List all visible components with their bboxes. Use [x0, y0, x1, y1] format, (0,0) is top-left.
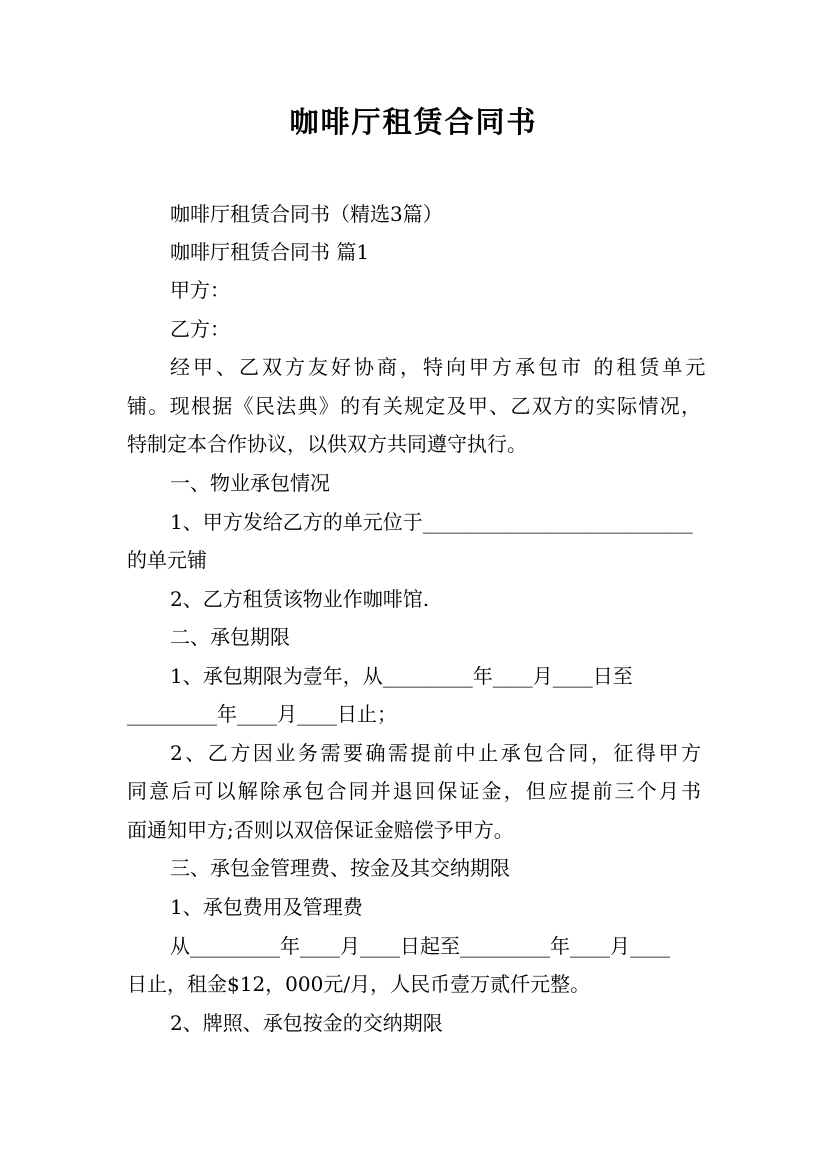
clause-line: 的单元铺 — [127, 548, 207, 572]
clause-line: 2、牌照、承包按金的交纳期限 — [170, 1011, 443, 1035]
clause-line: _________年____月____日止； — [127, 702, 397, 726]
clause-line: 1、甲方发给乙方的单元位于___________________________ — [170, 510, 693, 534]
clause-line: 2、乙方因业务需要确需提前中止承包合同，征得甲方 — [170, 741, 701, 765]
clause-heading: 三、承包金管理费、按金及其交纳期限 — [170, 856, 510, 880]
clause-heading: 一、物业承包情况 — [170, 471, 330, 495]
section-heading: 咖啡厅租赁合同书 篇1 — [170, 240, 370, 264]
subtitle-line: 咖啡厅租赁合同书（精选3篇） — [170, 202, 443, 226]
document-title: 咖啡厅租赁合同书 — [289, 105, 538, 139]
clause-line: 面通知甲方;否则以双倍保证金赔偿予甲方。 — [127, 818, 514, 842]
paragraph-line: 经甲、乙双方友好协商，特向甲方承包市 的租赁单元 — [170, 355, 709, 379]
party-a-line: 甲方： — [170, 278, 230, 302]
clause-line: 1、承包期限为壹年，从_________年____月____日至 — [170, 664, 633, 688]
clause-line: 1、承包费用及管理费 — [170, 895, 363, 919]
clause-line: 2、乙方租赁该物业作咖啡馆. — [170, 587, 430, 611]
paragraph-line: 特制定本合作协议，以供双方共同遵守执行。 — [127, 432, 527, 456]
paragraph-line: 铺。现根据《民法典》的有关规定及甲、乙双方的实际情况， — [127, 394, 701, 418]
clause-line: 从_________年____月____日起至_________年____月____ — [170, 934, 670, 958]
clause-line: 日止，租金$12，000元/月，人民币壹万贰仟元整。 — [127, 972, 591, 996]
clause-line: 同意后可以解除承包合同并退回保证金，但应提前三个月书 — [127, 779, 701, 803]
clause-heading: 二、承包期限 — [170, 625, 290, 649]
party-b-line: 乙方： — [170, 317, 230, 341]
